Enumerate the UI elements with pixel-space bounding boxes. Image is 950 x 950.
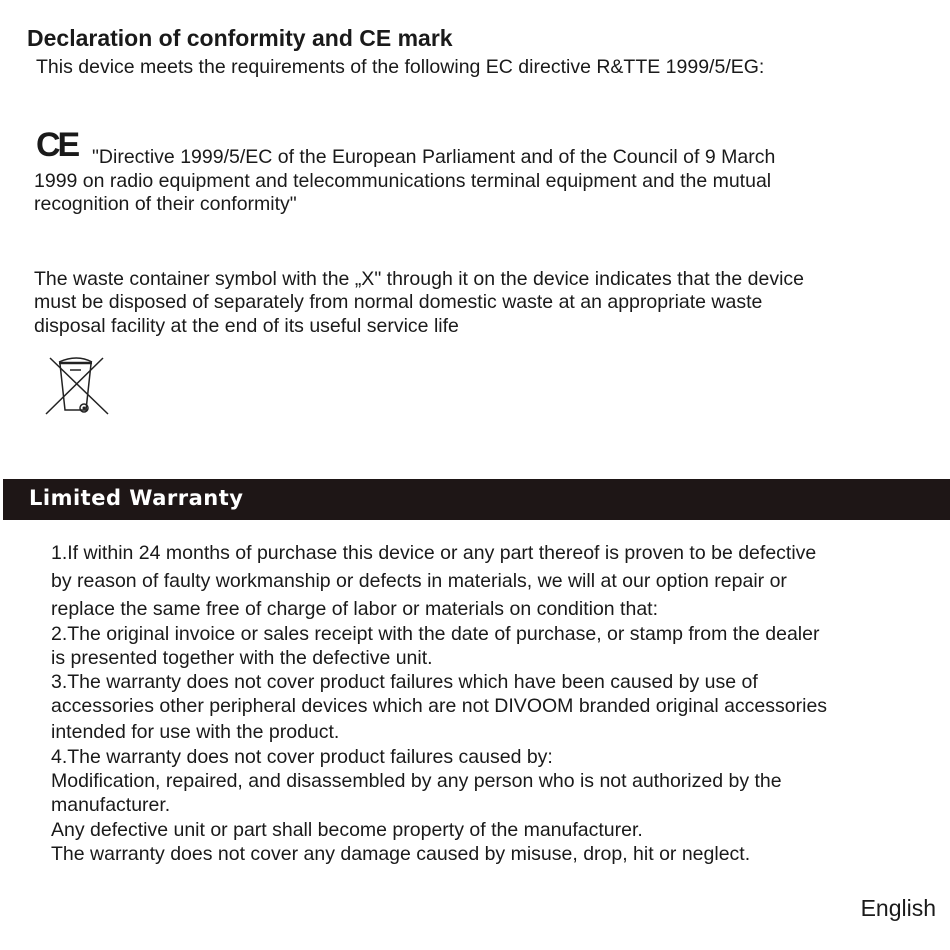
warranty-line: 3.The warranty does not cover product failures which have been caused by use of xyxy=(51,671,758,693)
warranty-line: Any defective unit or part shall become property of the manufacturer. xyxy=(51,819,643,841)
warranty-line: 4.The warranty does not cover product failures caused by: xyxy=(51,746,553,768)
warranty-line: accessories other peripheral devices which are not DIVOOM branded original accessories xyxy=(51,695,828,717)
warranty-line: 2.The original invoice or sales receipt with the date of purchase, or stamp from the dealer xyxy=(51,623,820,645)
warranty-line: 1.If within 24 months of purchase this device or any part thereof is proven to be defective xyxy=(51,542,817,564)
warranty-line: replace the same free of charge of labor or materials on condition that: xyxy=(51,598,659,620)
warranty-banner xyxy=(3,479,950,520)
warranty-line: Modification, repaired, and disassembled by any person who is not authorized by the xyxy=(51,770,782,792)
crossed-out-wheelie-bin-icon xyxy=(44,352,110,418)
waste-line: must be disposed of separately from normal domestic waste at an appropriate waste xyxy=(34,291,763,313)
warranty-line: manufacturer. xyxy=(51,794,171,816)
warranty-line: The warranty does not cover any damage caused by misuse, drop, hit or neglect. xyxy=(51,843,751,865)
directive-line: "Directive 1999/5/EC of the European Parliament and of the Council of 9 March xyxy=(92,146,776,168)
section-title-warranty: Limited Warranty xyxy=(29,486,244,510)
ce-mark-icon: CE xyxy=(36,126,78,164)
directive-line: 1999 on radio equipment and telecommunications terminal equipment and the mutual xyxy=(34,170,772,192)
waste-line: disposal facility at the end of its useful service life xyxy=(34,315,459,337)
warranty-line: is presented together with the defective unit. xyxy=(51,647,433,669)
page-language-label: English xyxy=(860,895,936,921)
warranty-line: intended for use with the product. xyxy=(51,721,340,743)
section-title-conformity: Declaration of conformity and CE mark xyxy=(27,25,453,51)
warranty-line: by reason of faulty workmanship or defects in materials, we will at our option repair or xyxy=(51,570,787,592)
directive-line: recognition of their conformity" xyxy=(34,193,297,215)
waste-line: The waste container symbol with the „X" through it on the device indicates that the device xyxy=(34,268,805,290)
conformity-intro: This device meets the requirements of the following EC directive R&TTE 1999/5/EG: xyxy=(36,56,765,78)
